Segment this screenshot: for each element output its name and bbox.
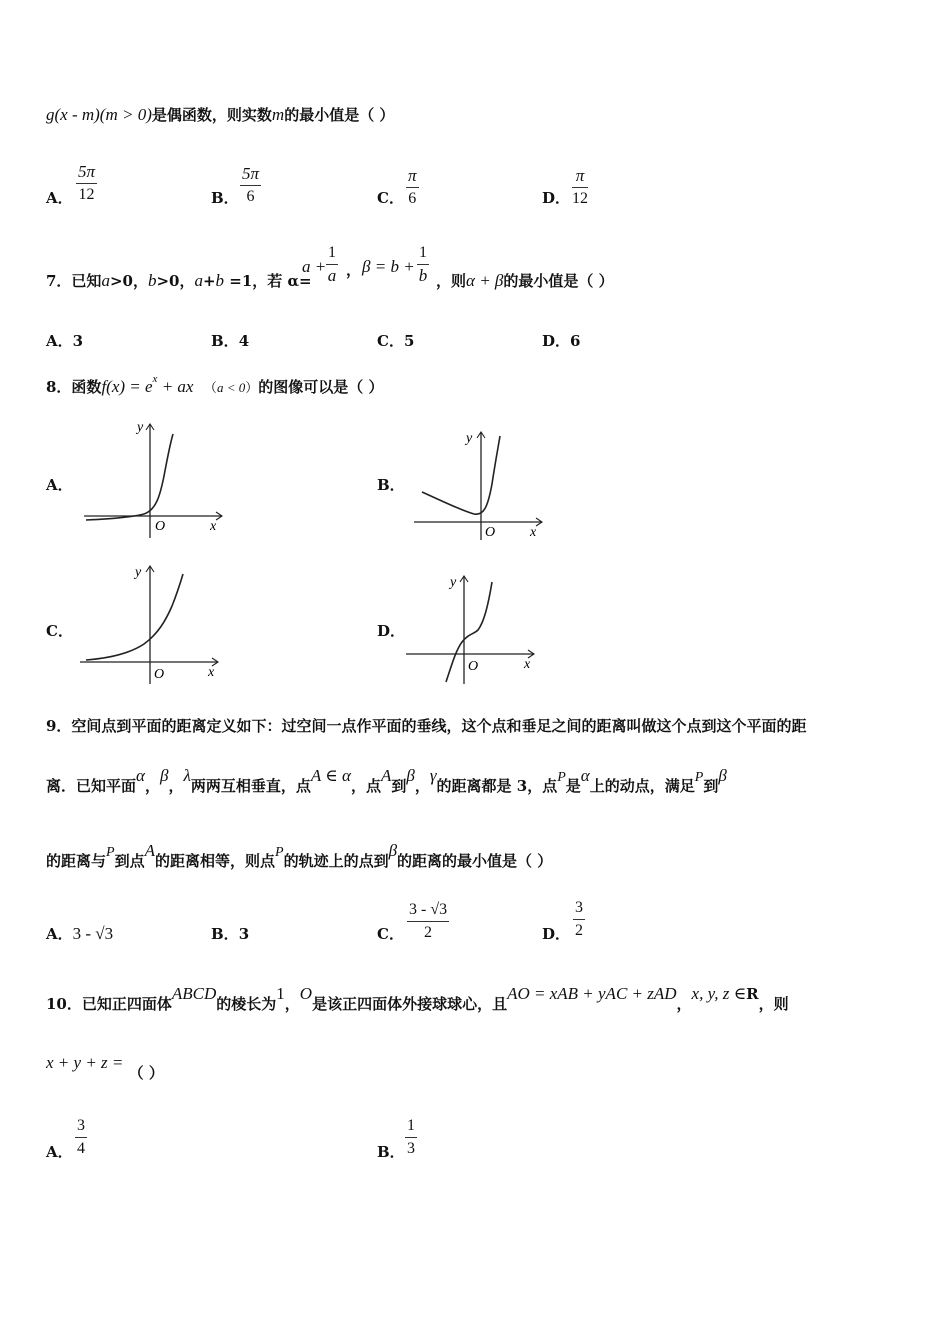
q8-c-y-label: y	[135, 565, 142, 580]
q10-option-b-fraction: $\frac{1}{3}$	[407, 1117, 415, 1157]
q7-alpha-expr: a +	[302, 257, 327, 276]
q8-a-x-label: x	[210, 519, 217, 534]
q6-option-a-fraction: $\frac{5\pi}{12}$	[78, 162, 96, 203]
q7-option-a: A．3	[46, 332, 84, 350]
q6-option-b-fraction: $\frac{5\pi}{6}$	[242, 164, 260, 205]
q8-b-y-label: y	[466, 431, 473, 446]
q6-var-m: m	[271, 105, 285, 124]
q7-stem: 7．已知a>0，b>0，a+b =1，若 α=	[46, 271, 312, 290]
q10-option-a-fraction: $\frac{3}{4}$	[77, 1117, 85, 1157]
q9-option-d-label: D．	[542, 925, 571, 943]
q6-option-a-label: A．	[46, 189, 73, 207]
q8-c-origin-label: O	[154, 667, 165, 682]
q9-option-a: A．3 - √3	[46, 924, 114, 943]
q7-option-d: D．6	[542, 332, 581, 350]
q9-line-1: 9．空间点到平面的距离定义如下：过空间一点作平面的垂线，这个点和垂足之间的距离叫做这个点到这个平面的距	[46, 717, 807, 735]
q8-a-y-label: y	[137, 420, 144, 435]
q6-option-b-label: B．	[211, 189, 239, 207]
q6-stem	[46, 104, 910, 125]
q8-b-x-label: x	[530, 525, 537, 540]
q8-graph-b	[410, 428, 546, 542]
q8-d-y-label: y	[450, 575, 457, 590]
q6-option-c-fraction: $\frac{\pi}{6}$	[408, 166, 417, 207]
q7-comma: ，	[346, 261, 362, 279]
q6-option-d-fraction: $\frac{\pi}{12}$	[572, 166, 588, 207]
q10-option-b-label: B．	[377, 1143, 405, 1161]
q7-option-c: C．5	[377, 332, 415, 350]
q7-option-b: B．4	[211, 332, 250, 350]
q8-a-origin-label: O	[155, 519, 166, 534]
q9-option-c-fraction: $\frac{3 - √3}{2}$	[409, 901, 448, 941]
q7-beta-fraction: $\frac{1}{b}$	[418, 244, 428, 285]
q8-b-origin-label: O	[485, 525, 496, 540]
q9-line-3: 的距离与P到点A的距离相等，则点P的轨迹上的点到β的距离的最小值是（ ）	[46, 841, 553, 870]
q8-d-x-label: x	[524, 657, 531, 672]
q8-option-b-label: B．	[377, 476, 405, 494]
q6-stem-tail: 的最小值是（ ）	[284, 106, 395, 124]
q7-alpha-fraction: $\frac{1}{a}$	[327, 244, 337, 285]
q8-graph-a	[82, 418, 227, 540]
q9-option-c-label: C．	[377, 925, 404, 943]
q6-stem-text: 是偶函数，则实数	[151, 106, 272, 124]
q10-option-a-label: A．	[46, 1143, 73, 1161]
q8-graph-c	[78, 562, 223, 686]
q8-graph-d	[404, 572, 538, 686]
q7-beta-expr: β = b +	[362, 257, 415, 276]
q8-option-c-label: C．	[46, 622, 73, 640]
q8-c-x-label: x	[208, 665, 215, 680]
q9-option-d-fraction: $\frac{3}{2}$	[575, 899, 583, 939]
q8-option-a-label: A．	[46, 476, 73, 494]
q8-stem: 8．函数$f(x) = e^x$ + ax （a < 0）的图像可以是（ ）	[46, 373, 384, 396]
q7-tail: ，则α + β的最小值是（ ）	[436, 271, 614, 290]
q6-option-d-label: D．	[542, 189, 571, 207]
q9-line-2: 离．已知平面α，β，λ两两互相垂直，点A ∈ α，点A到β，γ的距离都是 3，点P是α上的动点，满足P到β	[46, 766, 727, 795]
q10-sum-line: x + y + z = （ ）	[46, 1053, 164, 1082]
q8-d-origin-label: O	[468, 659, 479, 674]
q10-stem: 10．已知正四面体ABCD的棱长为1，O是该正四面体外接球球心，且AO = xAB + yAC + zAD，x, y, z ∈R，则	[46, 984, 789, 1013]
q6-function-expr: g(x - m)(m > 0)	[46, 105, 152, 124]
q8-option-d-label: D．	[377, 622, 406, 640]
q9-option-b: B．3	[211, 925, 250, 943]
q6-option-c-label: C．	[377, 189, 404, 207]
